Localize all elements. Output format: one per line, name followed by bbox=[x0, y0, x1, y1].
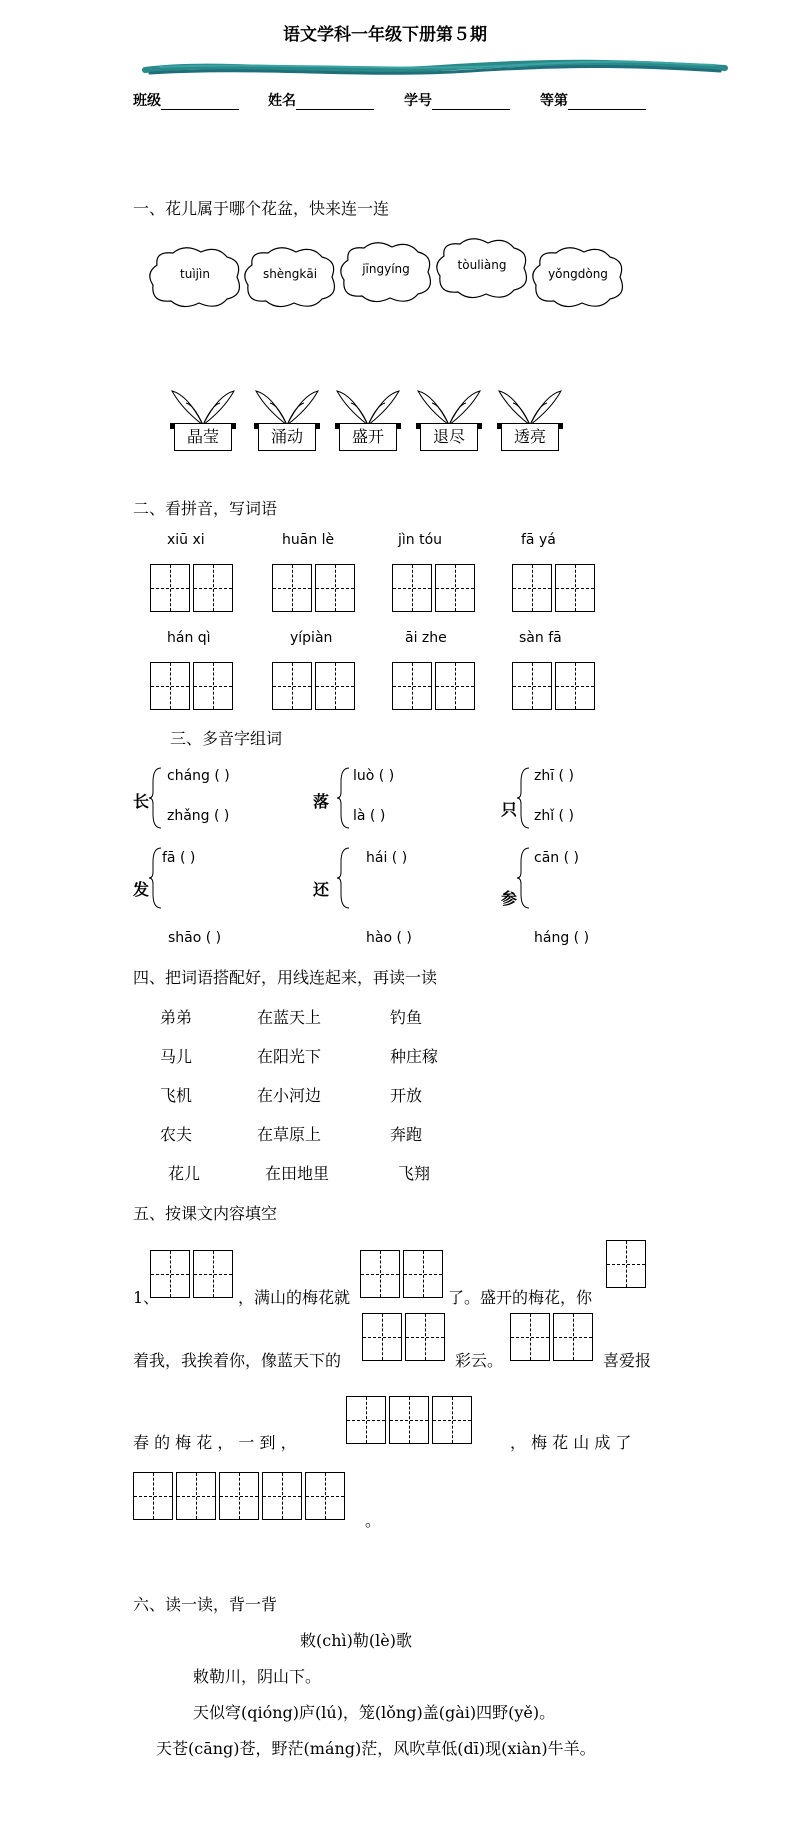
fill-text: 着我，我挨着你，像蓝天下的 bbox=[133, 1351, 342, 1370]
match-subject[interactable]: 农夫 bbox=[160, 1125, 193, 1144]
poem-line: 敕勒川，阴山下。 bbox=[193, 1667, 322, 1686]
polyphone-reading[interactable]: zhǐ ( ) bbox=[534, 808, 574, 824]
fill-text: ，满山的梅花就 bbox=[238, 1288, 351, 1307]
writing-grid[interactable] bbox=[150, 1250, 236, 1298]
flower-pot[interactable] bbox=[414, 385, 484, 457]
pinyin-prompt: fā yá bbox=[521, 532, 556, 548]
pot-label: 涌动 bbox=[258, 423, 316, 451]
match-action[interactable]: 种庄稼 bbox=[390, 1047, 439, 1066]
writing-grid[interactable] bbox=[362, 1313, 448, 1361]
match-subject[interactable]: 弟弟 bbox=[160, 1008, 193, 1027]
writing-grid[interactable] bbox=[272, 662, 358, 710]
match-action[interactable]: 开放 bbox=[390, 1086, 423, 1105]
pot-label: 盛开 bbox=[339, 423, 397, 451]
polyphone-char: 发 bbox=[133, 880, 150, 899]
pot-label: 退尽 bbox=[420, 423, 478, 451]
pinyin-prompt: huān lè bbox=[282, 532, 335, 548]
writing-grid[interactable] bbox=[133, 1472, 348, 1520]
section3-heading: 三、多音字组词 bbox=[170, 729, 283, 748]
polyphone-reading[interactable]: cháng ( ) bbox=[167, 768, 230, 784]
flower-pot[interactable] bbox=[252, 385, 322, 457]
writing-grid[interactable] bbox=[272, 564, 358, 612]
polyphone-reading[interactable]: luò ( ) bbox=[353, 768, 395, 784]
polyphone-reading[interactable]: zhǎng ( ) bbox=[167, 808, 230, 824]
polyphone-reading[interactable]: fā ( ) bbox=[162, 850, 196, 866]
poem-line: 天苍(cāng)苍，野茫(máng)茫，风吹草低(dī)现(xiàn)牛羊。 bbox=[156, 1739, 596, 1758]
poem-title: 敕(chì)勒(lè)歌 bbox=[300, 1631, 412, 1650]
grade-label: 等第 bbox=[540, 93, 568, 109]
writing-grid[interactable] bbox=[360, 1250, 446, 1298]
section1-heading: 一、花儿属于哪个花盆，快来连一连 bbox=[133, 199, 390, 218]
match-action[interactable]: 飞翔 bbox=[398, 1164, 431, 1183]
fill-text: 春 的 梅 花 ， 一 到 ， bbox=[133, 1433, 297, 1452]
class-field[interactable] bbox=[133, 90, 239, 110]
pot-label: 晶莹 bbox=[174, 423, 232, 451]
brace bbox=[149, 846, 163, 910]
fill-text: 彩云。 bbox=[455, 1351, 504, 1370]
brace bbox=[517, 766, 531, 830]
match-action[interactable]: 奔跑 bbox=[390, 1125, 423, 1144]
writing-grid[interactable] bbox=[150, 564, 236, 612]
name-field[interactable] bbox=[268, 90, 374, 110]
brace bbox=[337, 766, 351, 830]
section4-heading: 四、把词语搭配好，用线连起来，再读一读 bbox=[133, 968, 438, 987]
writing-grid[interactable] bbox=[512, 662, 598, 710]
pinyin-prompt: xiū xi bbox=[167, 532, 205, 548]
flower-pot[interactable] bbox=[168, 385, 238, 457]
pinyin-prompt: jìn tóu bbox=[398, 532, 443, 548]
polyphone-char: 参 bbox=[501, 889, 518, 908]
name-label: 姓名 bbox=[268, 93, 296, 109]
cloud-label: tuìjìn bbox=[180, 267, 210, 281]
polyphone-char: 落 bbox=[313, 792, 330, 811]
flower-pot[interactable] bbox=[333, 385, 403, 457]
cloud-label: shèngkāi bbox=[262, 267, 318, 281]
writing-grid[interactable] bbox=[346, 1396, 475, 1444]
writing-grid[interactable] bbox=[606, 1240, 649, 1288]
page-title: 语文学科一年级下册第５期 bbox=[283, 25, 487, 45]
writing-grid[interactable] bbox=[150, 662, 236, 710]
fill-prefix: 1、 bbox=[133, 1288, 160, 1307]
fill-text: 了。盛开的梅花，你 bbox=[448, 1288, 593, 1307]
polyphone-char: 长 bbox=[133, 792, 150, 811]
match-place[interactable]: 在小河边 bbox=[257, 1086, 322, 1105]
polyphone-reading[interactable]: hào ( ) bbox=[366, 930, 412, 946]
pinyin-prompt: hán qì bbox=[167, 630, 211, 646]
section2-heading: 二、看拼音，写词语 bbox=[133, 499, 278, 518]
cloud[interactable] bbox=[528, 245, 628, 309]
cloud[interactable] bbox=[336, 240, 436, 304]
polyphone-reading[interactable]: hái ( ) bbox=[366, 850, 408, 866]
poem-line: 天似穹(qióng)庐(lú)，笼(lǒng)盖(gài)四野(yě)。 bbox=[193, 1703, 556, 1722]
brace bbox=[337, 846, 351, 910]
decorative-brush-stroke bbox=[140, 56, 730, 82]
cloud-label: yǒngdòng bbox=[548, 267, 608, 281]
match-place[interactable]: 在阳光下 bbox=[257, 1047, 322, 1066]
writing-grid[interactable] bbox=[392, 564, 478, 612]
polyphone-reading[interactable]: háng ( ) bbox=[534, 930, 590, 946]
pinyin-prompt: sàn fā bbox=[519, 630, 562, 646]
polyphone-char: 只 bbox=[501, 800, 518, 819]
number-label: 学号 bbox=[404, 93, 432, 109]
cloud-label: jīngyíng bbox=[362, 262, 410, 276]
section6-heading: 六、读一读，背一背 bbox=[133, 1595, 278, 1614]
match-place[interactable]: 在蓝天上 bbox=[257, 1008, 322, 1027]
brace bbox=[517, 846, 531, 910]
match-action[interactable]: 钓鱼 bbox=[390, 1008, 423, 1027]
match-subject[interactable]: 马儿 bbox=[160, 1047, 193, 1066]
fill-text: 喜爱报 bbox=[603, 1351, 652, 1370]
match-subject[interactable]: 花儿 bbox=[168, 1164, 201, 1183]
cloud-label: tòuliàng bbox=[457, 258, 507, 272]
writing-grid[interactable] bbox=[512, 564, 598, 612]
cloud[interactable] bbox=[432, 236, 532, 300]
pot-label: 透亮 bbox=[501, 423, 559, 451]
polyphone-reading[interactable]: zhī ( ) bbox=[534, 768, 574, 784]
polyphone-reading[interactable]: là ( ) bbox=[353, 808, 386, 824]
polyphone-reading[interactable]: shāo ( ) bbox=[168, 930, 222, 946]
writing-grid[interactable] bbox=[510, 1313, 596, 1361]
flower-pot[interactable] bbox=[495, 385, 565, 457]
match-place[interactable]: 在田地里 bbox=[265, 1164, 330, 1183]
writing-grid[interactable] bbox=[392, 662, 478, 710]
polyphone-reading[interactable]: cān ( ) bbox=[534, 850, 579, 866]
match-place[interactable]: 在草原上 bbox=[257, 1125, 322, 1144]
pinyin-prompt: āi zhe bbox=[405, 630, 447, 646]
pinyin-prompt: yípiàn bbox=[290, 630, 333, 646]
fill-text: ， 梅 花 山 成 了 bbox=[510, 1433, 632, 1452]
polyphone-char: 还 bbox=[313, 880, 330, 899]
cloud[interactable] bbox=[145, 245, 245, 309]
number-field[interactable] bbox=[404, 90, 510, 110]
section5-heading: 五、按课文内容填空 bbox=[133, 1204, 278, 1223]
cloud[interactable] bbox=[240, 245, 340, 309]
fill-text: 。 bbox=[365, 1511, 382, 1530]
grade-field[interactable] bbox=[540, 90, 646, 110]
brace bbox=[149, 766, 163, 830]
class-label: 班级 bbox=[133, 93, 161, 109]
match-subject[interactable]: 飞机 bbox=[160, 1086, 193, 1105]
